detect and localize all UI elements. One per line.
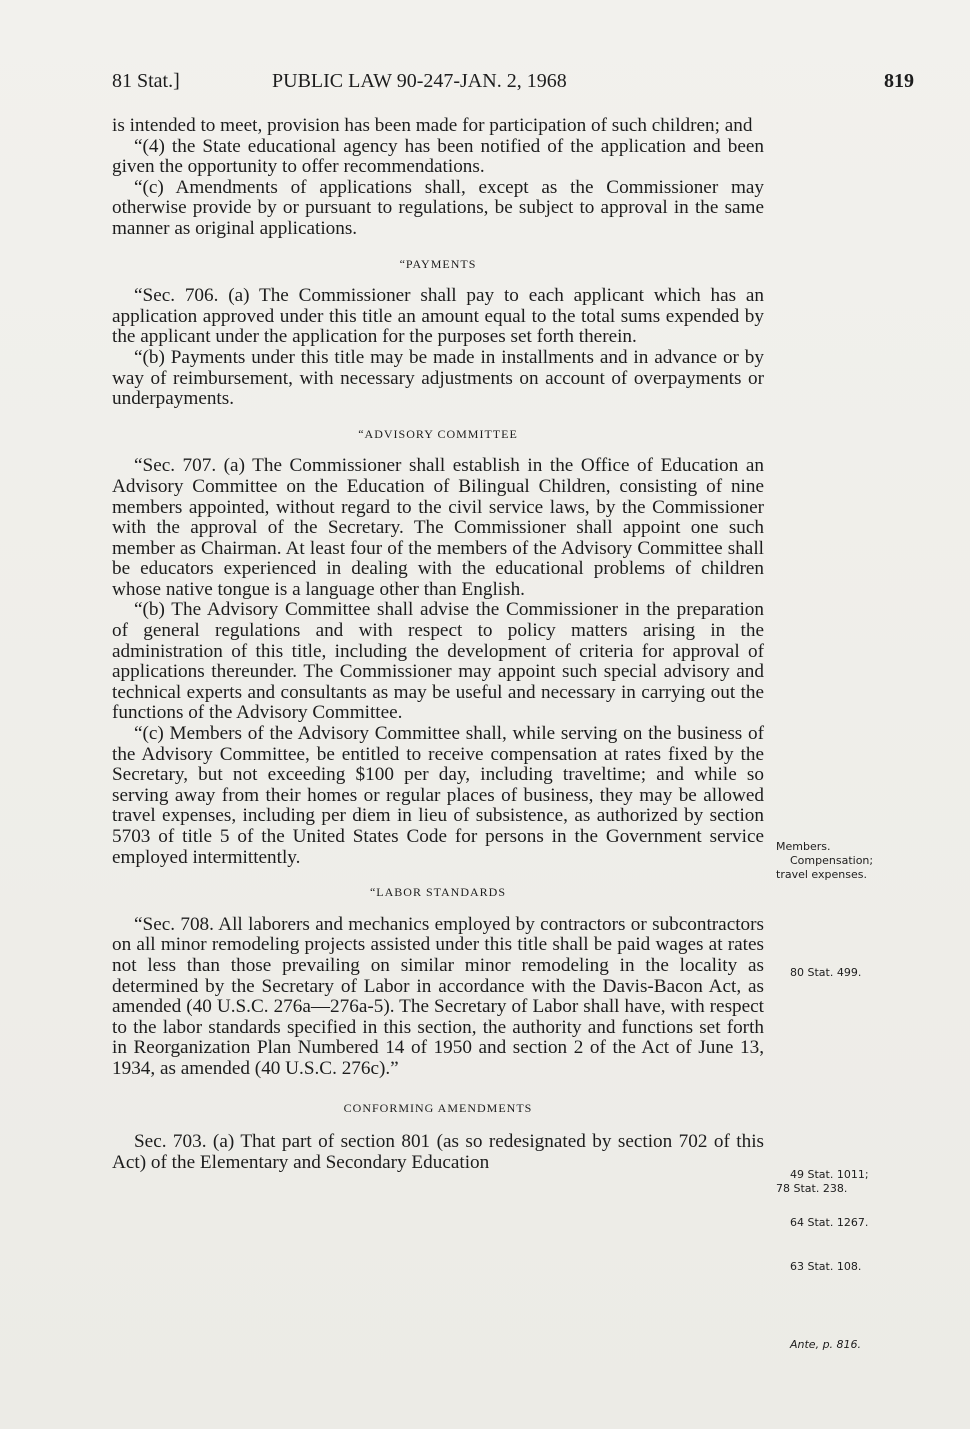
heading-labor-standards: “LABOR STANDARDS xyxy=(369,885,507,900)
volume-reference: 81 Stat.] xyxy=(112,70,180,92)
paragraph-continued: is intended to meet, provision has been made for participation of such children; and xyxy=(112,115,753,136)
heading-conforming-amendments: CONFORMING AMENDMENTS xyxy=(343,1100,533,1115)
body-text xyxy=(112,116,764,1173)
paragraph-sec-708: “Sec. 708. All laborers and mechanics employed by contractors or subcontractors on all minor remodeling projects assisted under this title shall be paid wages at rates not less than those prevailing on similar minor remodeling in the locality as determined by the Secretary of Labor in accordance with the Davis-Bacon Act, as amended (40 U.S.C. 276a—276a-5). The Secretary of Labor shall have, with respect to the labor standards specified in this section, the authority and functions set forth in Reorganization Plan Numbered 14 of 1950 and section 2 of the Act of June 13, 1934, as amended (40 U.S.C. 276c).” xyxy=(112,913,764,1079)
margin-note-49-stat-1011: 49 Stat. 1011; xyxy=(790,1168,869,1181)
paragraph-sec-707-c: “(c) Members of the Advisory Committee shall, while serving on the business of the Advisory Committee, be entitled to receive compensation at rates fixed by the Secretary, but not exceeding $100 per day, including traveltime; and while so serving away from their homes or regular places of business, they may be allowed travel expenses, including per diem in lieu of subsistence, as authorized by section 5703 of title 5 of the United States Code for persons in the Government service employed intermittently. xyxy=(112,723,764,868)
paragraph-sec-706-a: “Sec. 706. (a) The Commissioner shall pay to each applicant which has an application approved under this title an amount equal to the total sums expended by the applicant under the application for the purposes set forth therein. xyxy=(112,285,764,348)
paragraph-sec-706-b: “(b) Payments under this title may be made in installments and in advance or by way of reimbursement, with necessary adjustments on account of overpayments or underpayments. xyxy=(112,346,764,410)
margin-note-80-stat-499: 80 Stat. 499. xyxy=(790,966,862,979)
paragraph-sec-707-b: “(b) The Advisory Committee shall advise the Commissioner in the preparation of general regulations and with respect to policy matters arising in the administration of this title, including the development of criteria for approval of applications thereunder. The Commissioner may appoint such special advisory and technical experts and consultants as may be useful and necessary in carrying out the functions of the Advisory Committee. xyxy=(112,599,764,724)
margin-note-63-stat-108: 63 Stat. 108. xyxy=(790,1260,862,1273)
margin-note-78-stat-238: 78 Stat. 238. xyxy=(776,1182,848,1195)
paragraph-amendments-c: “(c) Amendments of applications shall, except as the Commissioner may otherwise provide by or pursuant to regulations, be subject to approval in the same manner as original applications. xyxy=(112,176,764,239)
page-number: 819 xyxy=(884,70,914,92)
margin-note-ante-p-816: Ante, p. 816. xyxy=(790,1338,862,1351)
running-header xyxy=(112,70,914,100)
margin-note-travel-expenses: travel expenses. xyxy=(776,868,867,881)
heading-advisory-committee: “ADVISORY COMMITTEE xyxy=(358,426,518,441)
margin-note-compensation: Compensation; xyxy=(790,854,874,867)
margin-note-members: Members. xyxy=(776,840,831,853)
paragraph-sec-707-a: “Sec. 707. (a) The Commissioner shall establish in the Office of Education an Advisory Committee on the Education of Bilingual Children, consisting of nine members appointed, without regard to the civil service laws, by the Commissioner with the approval of the Secretary. The Commissioner shall appoint one such member as Chairman. At least four of the members of the Advisory Committee shall be educators experienced in dealing with the educational problems of children whose native tongue is a language other than English. xyxy=(112,455,764,600)
public-law-title: PUBLIC LAW 90-247-JAN. 2, 1968 xyxy=(272,70,567,92)
margin-note-64-stat-1267: 64 Stat. 1267. xyxy=(790,1216,869,1229)
paragraph-sec-703-a: Sec. 703. (a) That part of section 801 (as so redesignated by section 702 of this Act) of the Elementary and Secondary Education xyxy=(112,1131,764,1173)
heading-payments: “PAYMENTS xyxy=(399,256,477,271)
paragraph-clause-4: “(4) the State educational agency has been notified of the application and been given the opportunity to offer recommendations. xyxy=(112,135,764,178)
